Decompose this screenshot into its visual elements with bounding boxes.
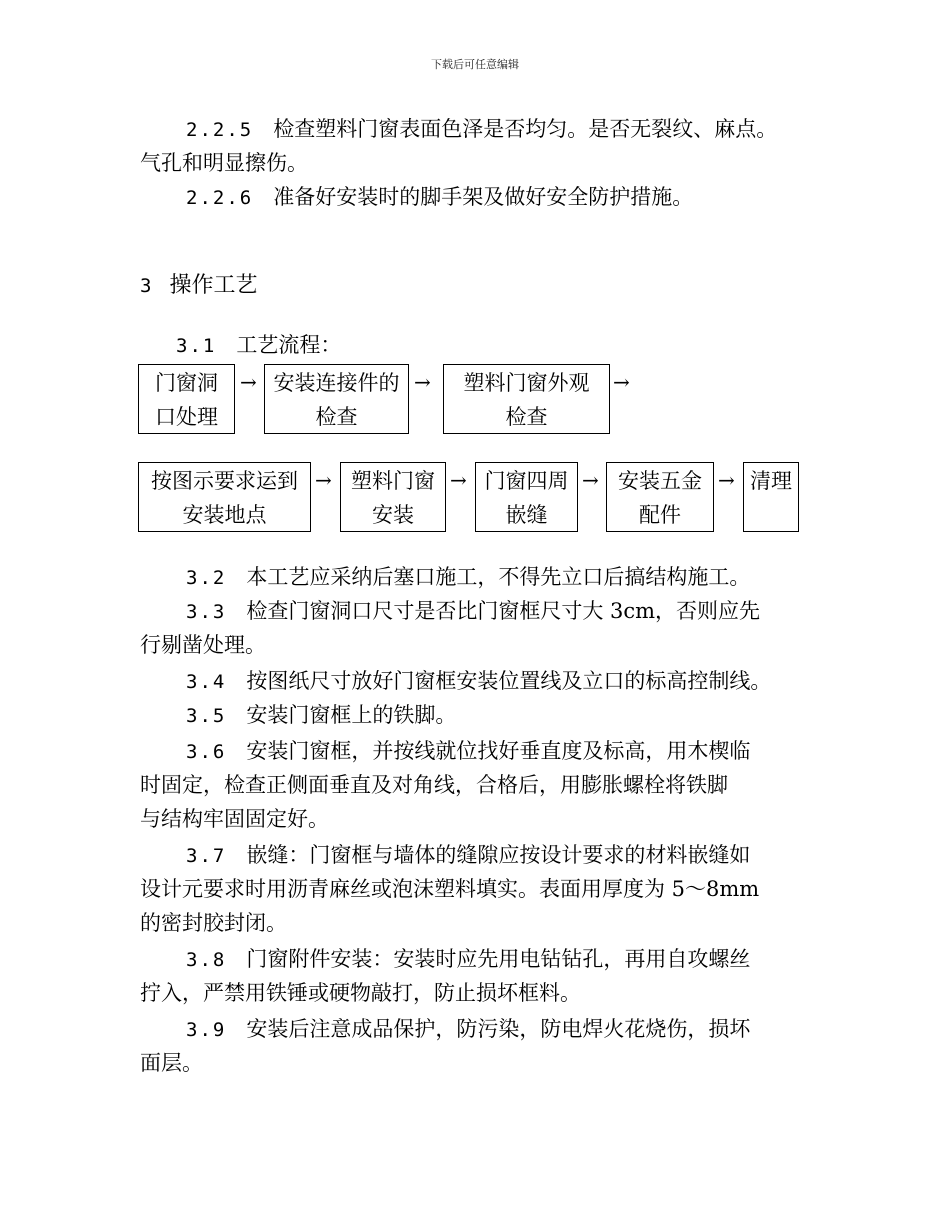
clause-text: 本工艺应采纳后塞口施工，不得先立口后搞结构施工。 [246, 565, 751, 589]
paragraph-3-3 [140, 594, 866, 629]
flow-step-cleanup [743, 462, 799, 532]
paragraph-3-2 [140, 560, 866, 595]
clause-number: 3.5 [186, 705, 227, 727]
flow-step-line: 安装 [372, 503, 414, 527]
paragraph-2-2-6 [140, 180, 866, 215]
clause-text: 按图纸尺寸放好门窗框安装位置线及立口的标高控制线。 [246, 669, 772, 693]
flow-arrow: → [450, 468, 467, 492]
flow-arrow: → [414, 370, 431, 394]
flow-step-line: 门窗洞 [155, 371, 218, 395]
clause-text: 安装后注意成品保护，防污染，防电焊火花烧伤，损坏 [246, 1017, 751, 1041]
clause-text-continued: 设计元要求时用沥青麻丝或泡沫塑料填实。表面用厚度为 5～8mm [140, 877, 760, 901]
clause-text: 安装门窗框上的铁脚。 [246, 703, 457, 727]
paragraph-2-2-5 [140, 112, 866, 147]
clause-number: 3.6 [186, 741, 227, 763]
flow-arrow: → [315, 468, 332, 492]
clause-text-continued: 拧入，严禁用铁锤或硬物敲打，防止损坏框料。 [140, 981, 581, 1005]
flow-step-hardware-install [606, 462, 714, 532]
flow-step-line: 塑料门窗 [351, 469, 435, 493]
section-title: 操作工艺 [169, 273, 258, 298]
clause-number: 3.4 [186, 671, 227, 693]
clause-number: 3.8 [186, 949, 227, 971]
flow-step-connector-check [264, 364, 409, 434]
clause-text: 门窗附件安装：安装时应先用电钻钻孔，再用自攻螺丝 [246, 947, 751, 971]
flow-step-line: 检查 [315, 405, 358, 429]
page-header: 下载后可任意编辑 [431, 58, 519, 71]
paragraph-3-7 [140, 838, 866, 873]
clause-text-continued: 与结构牢固固定好。 [140, 807, 329, 831]
flow-step-opening-treatment [138, 364, 235, 434]
clause-number: 3.9 [186, 1019, 227, 1041]
flow-step-line: 嵌缝 [505, 503, 548, 527]
clause-number: 3.7 [186, 845, 227, 867]
clause-text-continued: 面层。 [140, 1051, 203, 1075]
flow-step-caulking [475, 462, 578, 532]
paragraph-3-4 [140, 664, 866, 699]
flow-step-line: 塑料门窗外观 [463, 371, 590, 395]
flow-arrow: → [613, 370, 630, 394]
clause-text: 嵌缝：门窗框与墙体的缝隙应按设计要求的材料嵌缝如 [246, 843, 751, 867]
flow-step-line: 口处理 [155, 405, 218, 429]
clause-text: 安装门窗框，并按线就位找好垂直度及标高，用木楔临 [246, 739, 751, 763]
clause-number: 2.2.5 [186, 119, 254, 141]
clause-text: 检查门窗洞口尺寸是否比门窗框尺寸大 3cm，否则应先 [246, 599, 761, 623]
flow-arrow: → [718, 468, 735, 492]
clause-text-continued: 时固定，检查正侧面垂直及对角线，合格后，用膨胀螺栓将铁脚 [140, 773, 728, 797]
clause-text-continued: 气孔和明显擦伤。 [140, 151, 308, 175]
clause-text: 工艺流程： [236, 333, 342, 357]
flow-step-line: 安装连接件的 [273, 371, 400, 395]
flow-step-line: 安装地点 [182, 503, 267, 527]
section-heading [140, 268, 257, 299]
flow-step-transport [138, 462, 311, 532]
clause-number: 3.1 [176, 335, 217, 357]
paragraph-3-8 [140, 942, 866, 977]
clause-text-continued: 行剔凿处理。 [140, 633, 266, 657]
clause-text-continued: 的密封胶封闭。 [140, 911, 287, 935]
flow-step-line: 配件 [639, 503, 681, 527]
clause-text: 检查塑料门窗表面色泽是否均匀。是否无裂纹、麻点。 [273, 117, 778, 141]
clause-text: 准备好安装时的脚手架及做好安全防护措施。 [273, 185, 694, 209]
clause-number: 3.2 [186, 567, 227, 589]
flow-step-line: 清理 [750, 469, 792, 493]
flow-arrow: → [240, 370, 257, 394]
flow-step-line: 安装五金 [618, 469, 702, 493]
clause-number: 3.3 [186, 601, 227, 623]
section-number: 3 [140, 275, 152, 297]
flow-step-line: 检查 [505, 405, 548, 429]
paragraph-3-1 [176, 328, 856, 363]
paragraph-3-6 [140, 734, 866, 769]
flow-step-line: 按图示要求运到 [151, 469, 298, 493]
flow-step-window-install [340, 462, 446, 532]
flow-arrow: → [582, 468, 599, 492]
flow-step-appearance-check [443, 364, 610, 434]
flow-step-line: 门窗四周 [484, 469, 569, 493]
clause-number: 2.2.6 [186, 187, 254, 209]
paragraph-3-9 [140, 1012, 866, 1047]
paragraph-3-5 [140, 698, 866, 733]
